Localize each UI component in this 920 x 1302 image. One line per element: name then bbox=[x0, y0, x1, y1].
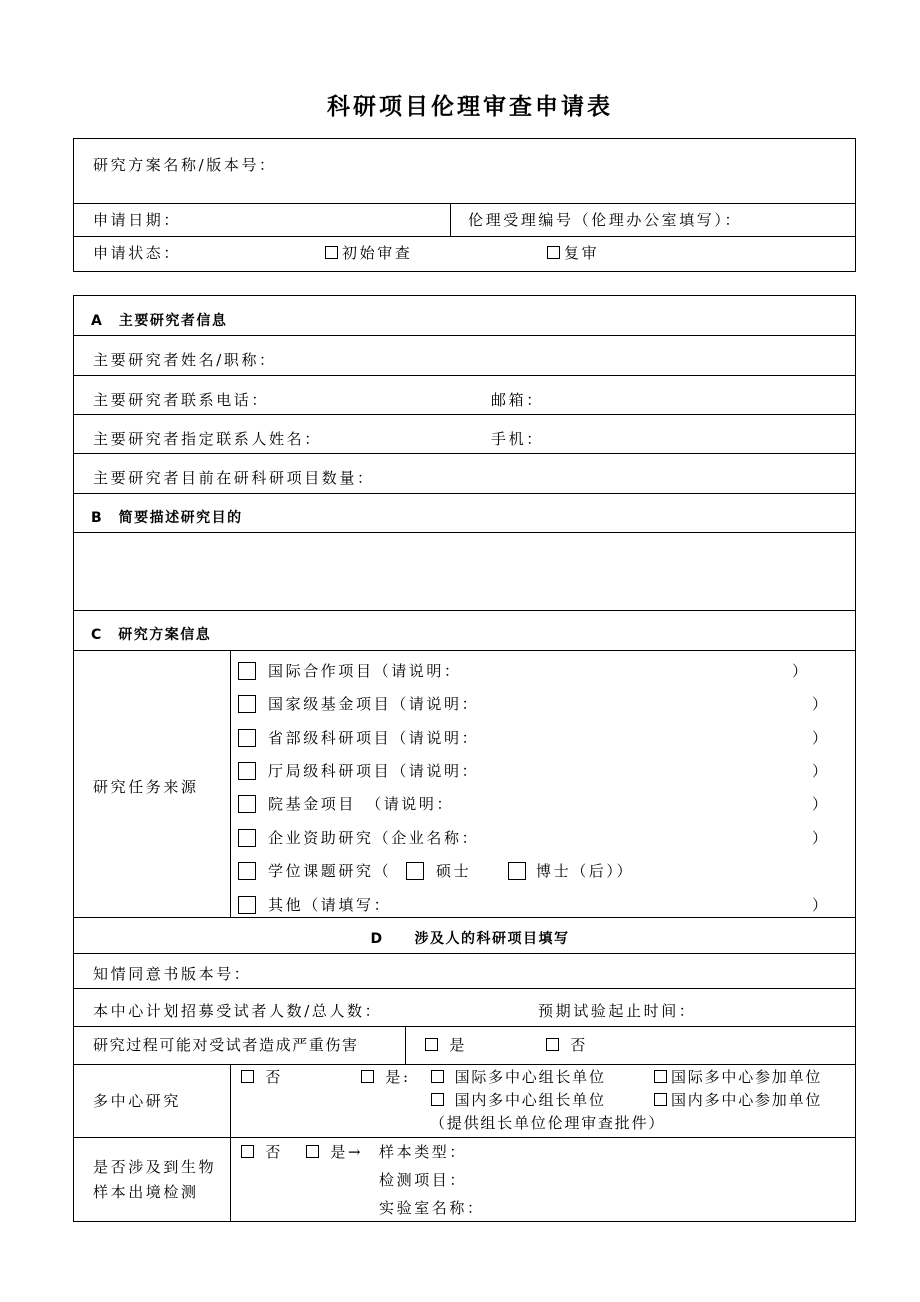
source-label: 研究任务来源 bbox=[93, 778, 199, 796]
label: 是 bbox=[449, 1036, 467, 1054]
source-checkbox[interactable] bbox=[238, 695, 256, 713]
dom-part-checkbox[interactable] bbox=[654, 1090, 822, 1110]
consent-version-field[interactable]: 知情同意书版本号： bbox=[93, 965, 252, 983]
divider bbox=[73, 917, 855, 918]
divider bbox=[73, 375, 855, 376]
label: 否 bbox=[265, 1068, 283, 1086]
divider bbox=[73, 610, 855, 611]
status-re-label: 复审 bbox=[564, 244, 600, 262]
project-count-field[interactable]: 主要研究者目前在研科研项目数量： bbox=[93, 469, 375, 487]
divider bbox=[73, 953, 855, 954]
label: 是→ bbox=[330, 1143, 364, 1161]
section-c-heading: C 研究方案信息 bbox=[91, 627, 212, 643]
doctor-label: 博士（后）） bbox=[536, 862, 635, 880]
source-item-label: 国家级基金项目（请说明： bbox=[268, 695, 480, 713]
checkbox-icon bbox=[425, 1038, 438, 1051]
pi-name-field[interactable]: 主要研究者姓名/职称： bbox=[93, 351, 277, 369]
master-label: 硕士 bbox=[436, 862, 472, 880]
divider bbox=[73, 335, 855, 336]
source-item-label: 企业资助研究（企业名称： bbox=[268, 829, 480, 847]
label: 国际多中心组长单位 bbox=[454, 1068, 606, 1086]
doctor-checkbox[interactable] bbox=[508, 862, 526, 880]
source-checkbox[interactable] bbox=[238, 729, 256, 747]
ethics-number-field: 伦理受理编号（伦理办公室填写）： bbox=[468, 211, 743, 229]
bio-label-1: 是否涉及到生物 bbox=[93, 1158, 217, 1176]
divider bbox=[73, 1026, 855, 1027]
checkbox-icon bbox=[431, 1093, 444, 1106]
close-paren: ） bbox=[812, 896, 830, 914]
status-initial-checkbox[interactable] bbox=[325, 243, 412, 263]
divider bbox=[405, 1026, 406, 1064]
status-label: 申请状态： bbox=[93, 244, 182, 262]
checkbox-icon bbox=[241, 1070, 254, 1083]
source-checkbox[interactable] bbox=[238, 795, 256, 813]
harm-no-checkbox[interactable] bbox=[546, 1035, 588, 1055]
contact-name-field[interactable]: 主要研究者指定联系人姓名： bbox=[93, 430, 322, 448]
mobile-field[interactable]: 手机： bbox=[491, 430, 544, 448]
form-title: 科研项目伦理审查申请表 bbox=[327, 94, 613, 120]
source-checkbox[interactable] bbox=[238, 662, 256, 680]
source-item-label: 厅局级科研项目（请说明： bbox=[268, 762, 480, 780]
label: 否 bbox=[265, 1143, 283, 1161]
master-checkbox[interactable] bbox=[406, 862, 424, 880]
close-paren: ） bbox=[792, 662, 810, 680]
apply-date-field[interactable]: 申请日期： bbox=[93, 211, 182, 229]
checkbox-icon bbox=[325, 246, 338, 259]
close-paren: ） bbox=[812, 795, 830, 813]
harm-yes-checkbox[interactable] bbox=[425, 1035, 467, 1055]
source-checkbox[interactable] bbox=[238, 829, 256, 847]
checkbox-icon bbox=[654, 1070, 667, 1083]
multi-center-label: 多中心研究 bbox=[93, 1092, 182, 1110]
source-item-label: 其他（请填写： bbox=[268, 896, 392, 914]
research-purpose-input[interactable] bbox=[74, 533, 854, 609]
divider bbox=[73, 414, 855, 415]
source-checkbox[interactable] bbox=[238, 862, 256, 880]
divider bbox=[450, 203, 451, 236]
divider bbox=[73, 650, 855, 651]
intl-lead-checkbox[interactable] bbox=[431, 1067, 606, 1087]
status-re-checkbox[interactable] bbox=[547, 243, 599, 263]
section-d-heading: D 涉及人的科研项目填写 bbox=[370, 931, 570, 947]
bio-label-2: 样本出境检测 bbox=[93, 1183, 199, 1201]
close-paren: ） bbox=[812, 762, 830, 780]
divider bbox=[73, 236, 855, 237]
close-paren: ） bbox=[812, 729, 830, 747]
close-paren: ） bbox=[812, 695, 830, 713]
checkbox-icon bbox=[547, 246, 560, 259]
label: 国际多中心参加单位 bbox=[671, 1068, 823, 1086]
source-checkbox[interactable] bbox=[238, 896, 256, 914]
recruit-field[interactable]: 本中心计划招募受试者人数/总人数： bbox=[93, 1002, 383, 1020]
close-paren: ） bbox=[812, 829, 830, 847]
status-initial-label: 初始审查 bbox=[342, 244, 413, 262]
lab-name-field[interactable]: 实验室名称： bbox=[379, 1199, 485, 1217]
multi-no-checkbox[interactable] bbox=[241, 1067, 283, 1087]
divider bbox=[73, 453, 855, 454]
source-item-label: 院基金项目 （请说明： bbox=[268, 795, 455, 813]
intl-part-checkbox[interactable] bbox=[654, 1067, 822, 1087]
checkbox-icon bbox=[361, 1070, 374, 1083]
label: 是: bbox=[385, 1068, 411, 1086]
source-checkbox[interactable] bbox=[238, 762, 256, 780]
checkbox-icon bbox=[546, 1038, 559, 1051]
label: 国内多中心参加单位 bbox=[671, 1091, 823, 1109]
label: 国内多中心组长单位 bbox=[454, 1091, 606, 1109]
divider bbox=[230, 650, 231, 917]
divider bbox=[73, 203, 855, 204]
test-items-field[interactable]: 检测项目： bbox=[379, 1171, 468, 1189]
section-a-heading: A 主要研究者信息 bbox=[91, 313, 228, 329]
divider bbox=[73, 493, 855, 494]
checkbox-icon bbox=[241, 1145, 254, 1158]
checkbox-icon bbox=[306, 1145, 319, 1158]
section-b-heading: B 简要描述研究目的 bbox=[91, 510, 243, 526]
multi-yes-checkbox[interactable] bbox=[361, 1067, 411, 1087]
bio-yes-checkbox[interactable] bbox=[306, 1142, 363, 1162]
divider bbox=[73, 1137, 855, 1138]
checkbox-icon bbox=[654, 1093, 667, 1106]
pi-phone-field[interactable]: 主要研究者联系电话： bbox=[93, 391, 270, 409]
harm-label: 研究过程可能对受试者造成严重伤害 bbox=[93, 1036, 359, 1054]
divider bbox=[73, 988, 855, 989]
label: 否 bbox=[570, 1036, 588, 1054]
source-item-label: 学位课题研究（ bbox=[268, 862, 392, 880]
pi-email-field[interactable]: 邮箱： bbox=[491, 391, 544, 409]
source-item-label: 国际合作项目（请说明： bbox=[268, 662, 462, 680]
checkbox-icon bbox=[431, 1070, 444, 1083]
source-item-label: 省部级科研项目（请说明： bbox=[268, 729, 480, 747]
protocol-name-field[interactable]: 研究方案名称/版本号： bbox=[93, 156, 277, 174]
divider bbox=[73, 1064, 855, 1065]
bio-no-checkbox[interactable] bbox=[241, 1142, 283, 1162]
provide-note: （提供组长单位伦理审查批件） bbox=[430, 1114, 666, 1132]
dom-lead-checkbox[interactable] bbox=[431, 1090, 606, 1110]
period-field[interactable]: 预期试验起止时间： bbox=[538, 1002, 697, 1020]
sample-type-field[interactable]: 样本类型： bbox=[379, 1143, 468, 1161]
divider bbox=[230, 1064, 231, 1221]
